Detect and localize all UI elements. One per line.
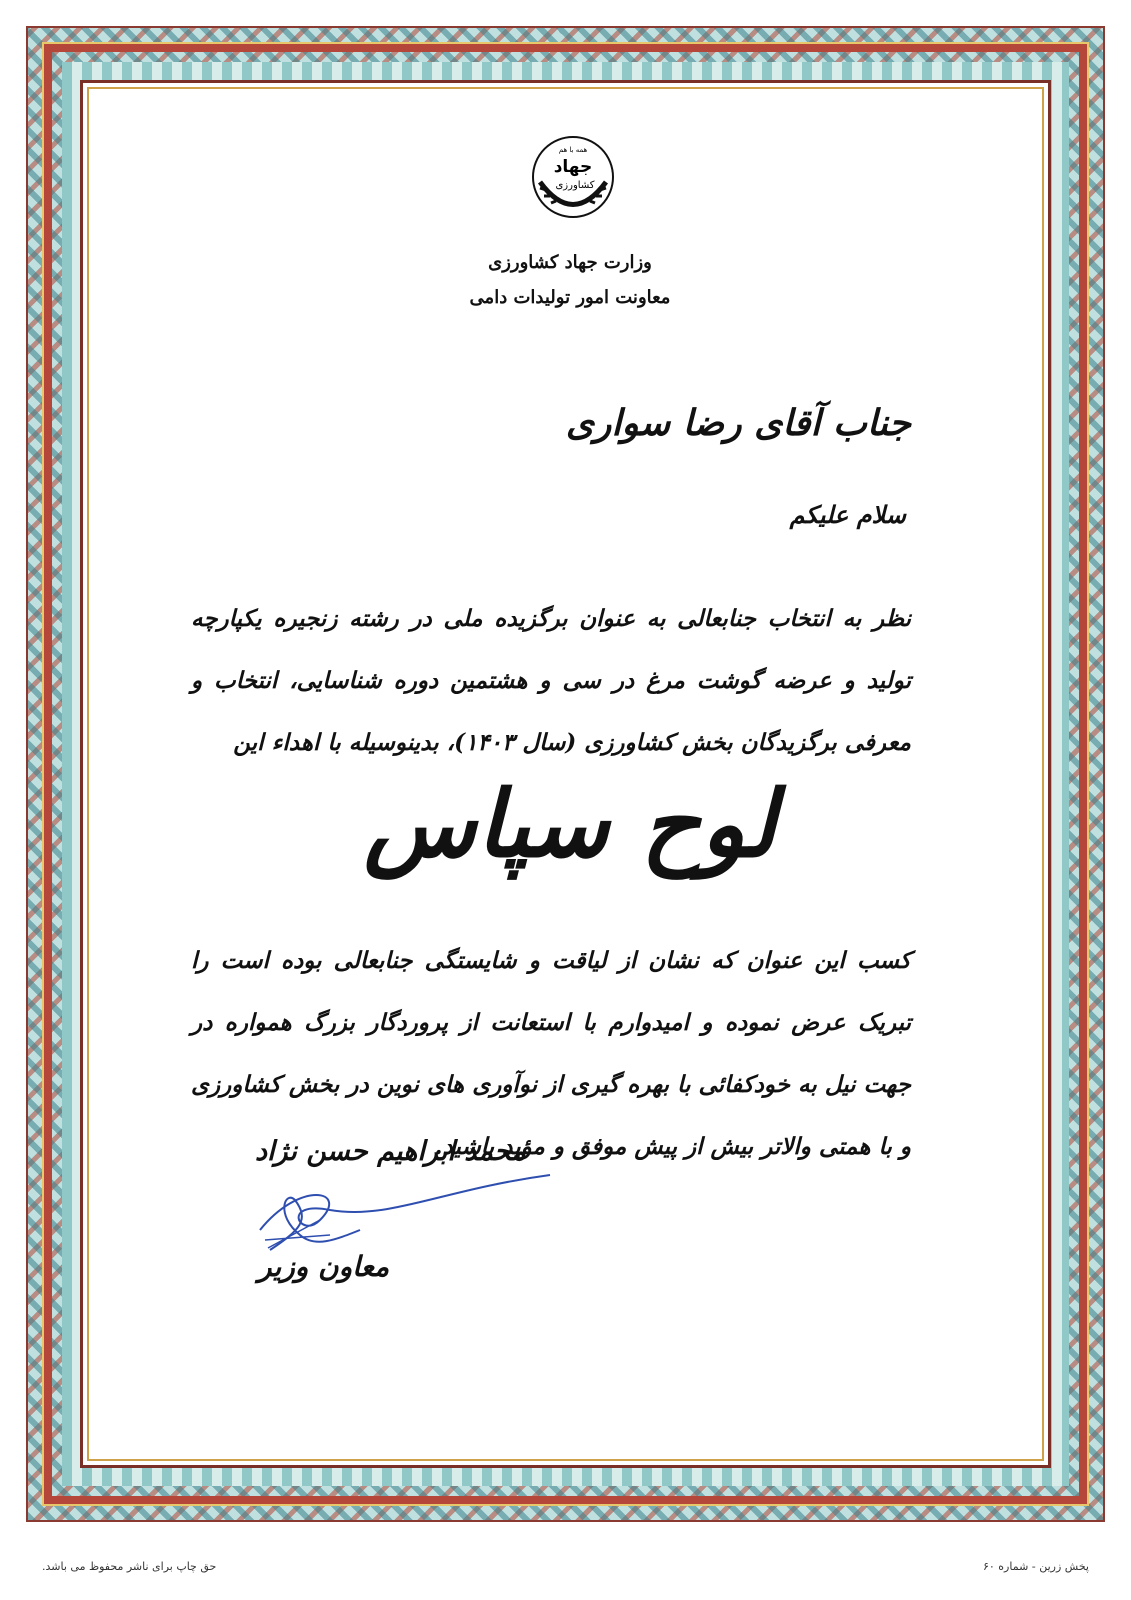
ministry-logo-icon: [528, 132, 618, 222]
certificate-title: لوح سپاس: [363, 770, 777, 878]
recipient-name: جناب آقای رضا سواری: [565, 402, 911, 444]
letter-paragraph-1: نظر به انتخاب جنابعالی به عنوان برگزیده ملی در رشته زنجیره یکپارچه تولید و عرضه گوشت مرغ در سی و هشتمین دوره شناسایی، انتخاب و معرفی برگزیدگان بخش کشاورزی (سال ۱۴۰۳)، بدینوسیله با اهداء این: [191, 605, 911, 756]
logo-top-text: همه با هم: [558, 146, 588, 154]
greeting: سلام علیکم: [789, 500, 906, 529]
signer-title: معاون وزیر: [258, 1250, 390, 1283]
letter-paragraph-2: کسب این عنوان که نشان از لیاقت و شایستگی جنابعالی بوده است را تبریک عرض نموده و امیدوارم با استعانت از پروردگار بزرگ همواره در جهت نیل به خودکفائی با بهره گیری از نوآوری های نوین در بخش کشاورزی و با همتی والاتر بیش از پیش موفق و مؤید باشید.: [191, 947, 911, 1160]
signer-name: محمد ابراهیم حسن نژاد: [255, 1136, 526, 1167]
logo-sub-text: کشاورزی: [555, 180, 595, 191]
publisher-note: پخش زرین - شماره ۶۰: [982, 1560, 1089, 1573]
copyright-note: حق چاپ برای ناشر محفوظ می باشد.: [42, 1560, 217, 1573]
deputy-name: معاونت امور تولیدات دامی: [469, 287, 671, 308]
ministry-name: وزارت جهاد کشاورزی: [488, 252, 652, 273]
logo-main-text: جهاد: [553, 157, 593, 177]
